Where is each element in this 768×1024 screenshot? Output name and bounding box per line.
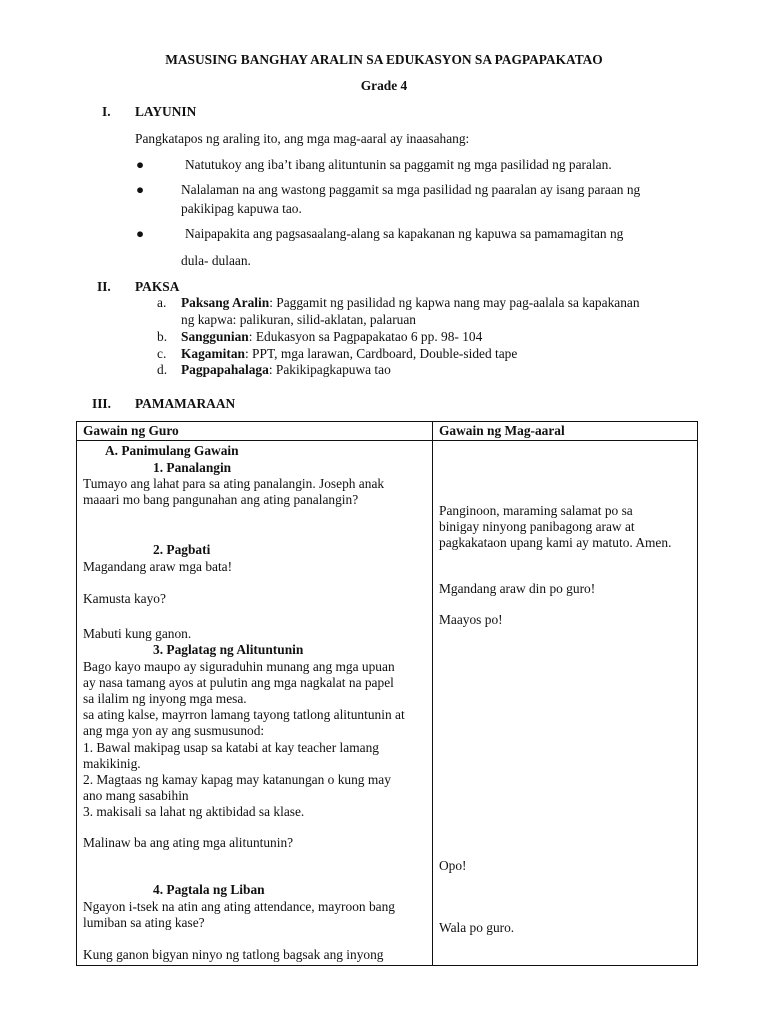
student-line: pagkakataon upang kami ay matuto. Amen. xyxy=(439,535,672,550)
teacher-line: Kamusta kayo? xyxy=(83,591,166,606)
topic-a-line-2: ng kapwa: palikuran, silid-aklatan, palaruan xyxy=(181,312,416,327)
objective-3-line-1: Naipapakita ang pagsasaalang-alang sa kapakanan ng kapuwa sa pamamagitan ng xyxy=(185,226,624,241)
topic-b-line xyxy=(181,329,482,345)
topic-d-text: : Pakikipagkapuwa tao xyxy=(268,362,391,377)
objectives-intro: Pangkatapos ng araling ito, ang mga mag-aaral ay inaasahang: xyxy=(135,131,470,146)
topic-a-text: : Paggamit ng pasilidad ng kapwa nang may pag-aalala sa kapakanan xyxy=(269,295,640,310)
table-header-row xyxy=(77,422,698,441)
objective-1: Natutukoy ang iba’t ibang alituntunin sa paggamit ng mga pasilidad ng paralan. xyxy=(185,157,612,172)
step-4-heading: 4. Pagtala ng Liban xyxy=(153,882,265,897)
table-row xyxy=(77,441,698,966)
teacher-line: ang mga yon ay ang susmusunod: xyxy=(83,723,265,738)
topic-a-line-1 xyxy=(181,295,640,311)
teacher-line: lumiban sa ating kase? xyxy=(83,915,205,930)
teacher-column-header: Gawain ng Guro xyxy=(77,422,433,441)
grade-label: Grade 4 xyxy=(360,78,408,93)
objective-3-line-2: dula- dulaan. xyxy=(181,253,251,268)
student-line: Maayos po! xyxy=(439,612,503,627)
topic-c-line xyxy=(181,346,517,362)
student-line: Mgandang araw din po guro! xyxy=(439,581,596,596)
bullet-2: ● xyxy=(136,182,145,197)
teacher-line: Malinaw ba ang ating mga alituntunin? xyxy=(83,835,294,850)
teacher-line: makikinig. xyxy=(83,756,141,771)
teacher-line: Magandang araw mga bata! xyxy=(83,559,233,574)
teacher-activities-cell xyxy=(77,441,433,966)
topic-d-line xyxy=(181,362,391,378)
procedure-table xyxy=(76,421,698,966)
bullet-1: ● xyxy=(136,157,145,172)
student-line: binigay ninyong panibagong araw at xyxy=(439,519,635,534)
objective-2-line-2: pakikipag kapuwa tao. xyxy=(181,201,302,216)
student-line: Panginoon, maraming salamat po sa xyxy=(439,503,633,518)
section-1-heading: LAYUNIN xyxy=(135,104,197,119)
topic-a-label: Paksang Aralin xyxy=(181,295,270,310)
teacher-line: Kung ganon bigyan ninyo ng tatlong bagsak ang inyong xyxy=(83,947,384,962)
document-title: MASUSING BANGHAY ARALIN SA EDUKASYON SA PAGPAPAKATAO xyxy=(165,52,603,67)
teacher-line: Tumayo ang lahat para sa ating panalangin. Joseph anak xyxy=(83,476,385,491)
section-1-number: I. xyxy=(102,104,111,119)
step-3-heading: 3. Paglatag ng Alituntunin xyxy=(153,642,304,657)
student-column-header: Gawain ng Mag-aaral xyxy=(433,422,698,441)
teacher-line: maaari mo bang pangunahan ang ating panalangin? xyxy=(83,492,359,507)
student-line: Opo! xyxy=(439,858,467,873)
section-2-number: II. xyxy=(97,279,111,294)
section-3-heading: PAMAMARAAN xyxy=(135,396,236,411)
teacher-line: Mabuti kung ganon. xyxy=(83,626,192,641)
topic-a-marker: a. xyxy=(157,295,167,310)
topic-c-marker: c. xyxy=(157,346,167,361)
teacher-line: ano mang sasabihin xyxy=(83,788,189,803)
student-line: Wala po guro. xyxy=(439,920,515,935)
objective-2-line-1: Nalalaman na ang wastong paggamit sa mga pasilidad ng paaralan ay isang paraan ng xyxy=(181,182,641,197)
bullet-3: ● xyxy=(136,226,145,241)
topic-d-label: Pagpapahalaga xyxy=(181,362,269,377)
section-3-number: III. xyxy=(92,396,111,411)
step-1-heading: 1. Panalangin xyxy=(153,460,232,475)
teacher-line: 3. makisali sa lahat ng aktibidad sa klase. xyxy=(83,804,305,819)
teacher-line: ay nasa tamang ayos at pulutin ang mga nagkalat na papel xyxy=(83,675,394,690)
teacher-line: 2. Magtaas ng kamay kapag may katanungan o kung may xyxy=(83,772,391,787)
topic-c-label: Kagamitan xyxy=(181,346,245,361)
teacher-line: Ngayon i-tsek na atin ang ating attendance, mayroon bang xyxy=(83,899,395,914)
teacher-line: 1. Bawal makipag usap sa katabi at kay teacher lamang xyxy=(83,740,379,755)
step-2-heading: 2. Pagbati xyxy=(153,542,211,557)
topic-b-marker: b. xyxy=(157,329,168,344)
part-a-heading: A. Panimulang Gawain xyxy=(105,443,239,458)
topic-b-label: Sanggunian xyxy=(181,329,249,344)
topic-d-marker: d. xyxy=(157,362,168,377)
student-activities-cell xyxy=(433,441,698,966)
teacher-line: sa ating kalse, mayrron lamang tayong tatlong alituntunin at xyxy=(83,707,405,722)
teacher-line: sa ilalim ng inyong mga mesa. xyxy=(83,691,247,706)
section-2-heading: PAKSA xyxy=(135,279,180,294)
teacher-line: Bago kayo maupo ay siguraduhin munang ang mga upuan xyxy=(83,659,395,674)
topic-c-text: : PPT, mga larawan, Cardboard, Double-sided tape xyxy=(244,346,518,361)
topic-b-text: : Edukasyon sa Pagpapakatao 6 pp. 98- 104 xyxy=(248,329,483,344)
